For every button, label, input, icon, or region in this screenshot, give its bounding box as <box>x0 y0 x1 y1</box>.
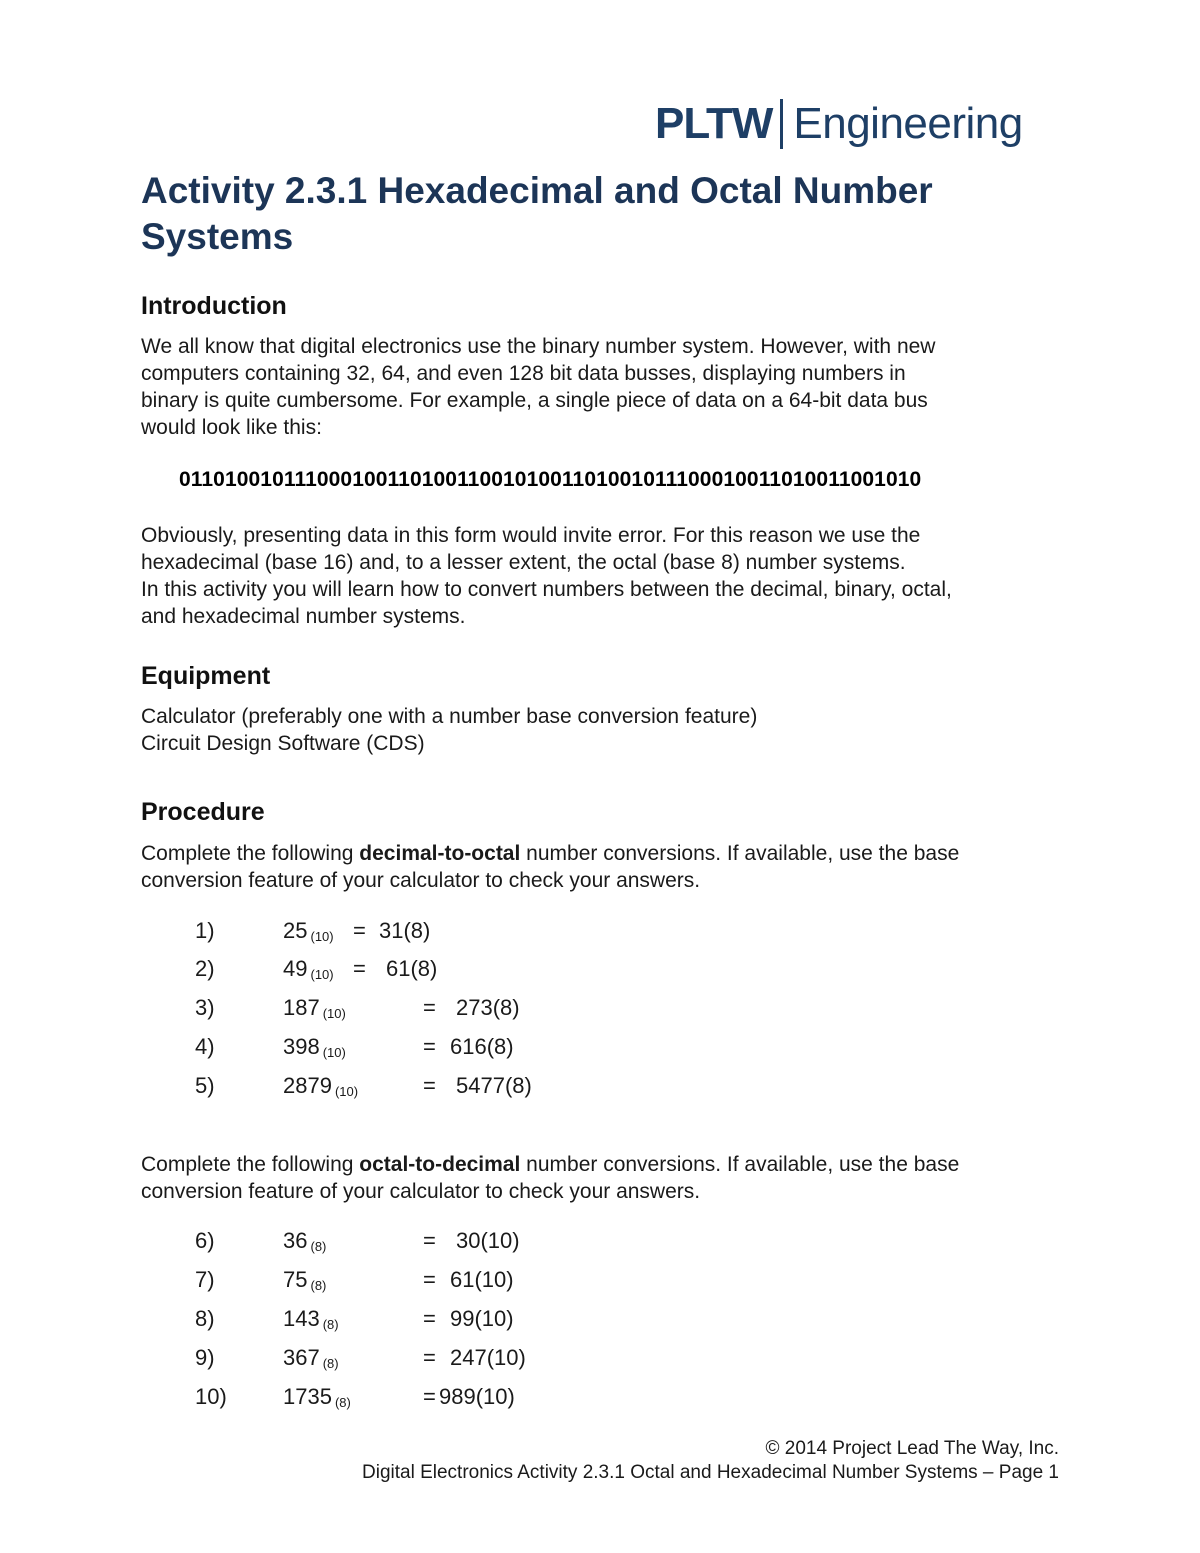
problem-value <box>283 1305 339 1339</box>
value-text: 25 <box>283 918 308 943</box>
answer: 273(8) <box>456 995 520 1020</box>
instruction-text: Complete the following <box>141 1153 360 1176</box>
problem-value <box>283 1266 326 1300</box>
base-subscript: (8) <box>322 1317 339 1332</box>
equals-sign: = <box>423 1306 436 1331</box>
value-text: 398 <box>283 1034 320 1059</box>
base-subscript: (8) <box>310 1278 327 1293</box>
introduction-heading: Introduction <box>141 292 287 320</box>
answer: 616(8) <box>450 1034 514 1059</box>
base-subscript: (10) <box>322 1006 346 1021</box>
value-text: 143 <box>283 1306 320 1331</box>
problem-value <box>283 1383 351 1417</box>
value-text: 2879 <box>283 1073 332 1098</box>
text-line: conversion feature of your calculator to check your answers. <box>141 869 701 892</box>
answer: 31(8) <box>379 918 431 943</box>
value-text: 36 <box>283 1228 308 1253</box>
base-subscript: (10) <box>310 967 334 982</box>
text-line: Obviously, presenting data in this form would invite error. For this reason we use the <box>141 524 921 547</box>
binary-example: 0110100101110001001101001100101001101001011100010011010011001010 <box>179 468 922 491</box>
problem-value <box>283 955 334 989</box>
footer-document-line: Digital Electronics Activity 2.3.1 Octal and Hexadecimal Number Systems – Page 1 <box>362 1462 1059 1483</box>
problem-value <box>283 1072 358 1106</box>
problem-value <box>283 1227 326 1261</box>
problem-value <box>283 1344 339 1378</box>
problem-number: 6) <box>195 1228 215 1253</box>
text-line <box>141 1151 1071 1178</box>
base-subscript: (10) <box>322 1045 346 1060</box>
pltw-engineering-logo <box>655 94 1023 154</box>
problem-value <box>283 994 346 1028</box>
logo-brand: PLTW <box>655 99 773 148</box>
answer: 61(8) <box>386 956 438 981</box>
problem-number: 3) <box>195 995 215 1020</box>
answer: 989(10) <box>439 1384 515 1409</box>
value-text: 75 <box>283 1267 308 1292</box>
value-text: 187 <box>283 995 320 1020</box>
value-text: 367 <box>283 1345 320 1370</box>
answer: 99(10) <box>450 1306 514 1331</box>
equipment-item: Circuit Design Software (CDS) <box>141 732 425 755</box>
equals-sign: = <box>423 1228 436 1253</box>
problem-value <box>283 917 334 951</box>
value-text: 49 <box>283 956 308 981</box>
logo-divider <box>780 99 783 149</box>
equals-sign: = <box>353 918 366 943</box>
text-line: hexadecimal (base 16) and, to a lesser extent, the octal (base 8) number systems. <box>141 551 906 574</box>
decimal-to-octal-instructions <box>141 840 1071 894</box>
footer-copyright: © 2014 Project Lead The Way, Inc. <box>765 1438 1059 1459</box>
answer: 247(10) <box>450 1345 526 1370</box>
text-line: binary is quite cumbersome. For example, a single piece of data on a 64-bit data bus <box>141 389 928 412</box>
base-subscript: (8) <box>334 1395 351 1410</box>
equals-sign: = <box>423 1345 436 1370</box>
equipment-item: Calculator (preferably one with a number base conversion feature) <box>141 705 758 728</box>
equals-sign: = <box>353 956 366 981</box>
answer: 61(10) <box>450 1267 514 1292</box>
equipment-list <box>141 703 1071 757</box>
base-subscript: (8) <box>310 1239 327 1254</box>
base-subscript: (10) <box>310 929 334 944</box>
equipment-heading: Equipment <box>141 662 271 690</box>
text-line: conversion feature of your calculator to check your answers. <box>141 1180 701 1203</box>
problem-number: 8) <box>195 1306 215 1331</box>
value-text: 1735 <box>283 1384 332 1409</box>
problem-number: 7) <box>195 1267 215 1292</box>
equals-sign: = <box>423 1267 436 1292</box>
problem-value <box>283 1033 346 1067</box>
text-line: We all know that digital electronics use the binary number system. However, with new <box>141 335 936 358</box>
equals-sign: = <box>423 995 436 1020</box>
problem-number: 9) <box>195 1345 215 1370</box>
equals-sign: = <box>423 1034 436 1059</box>
instruction-text: number conversions. If available, use the base <box>520 842 960 865</box>
logo-division: Engineering <box>793 99 1023 148</box>
instruction-emphasis: octal-to-decimal <box>359 1153 521 1176</box>
introduction-paragraph-2 <box>141 522 1071 630</box>
equals-sign: = <box>423 1384 436 1409</box>
text-line: In this activity you will learn how to convert numbers between the decimal, binary, octal, <box>141 578 952 601</box>
equals-sign: = <box>423 1073 436 1098</box>
answer: 5477(8) <box>456 1073 532 1098</box>
answer: 30(10) <box>456 1228 520 1253</box>
instruction-text: Complete the following <box>141 842 360 865</box>
text-line: computers containing 32, 64, and even 128 bit data busses, displaying numbers in <box>141 362 906 385</box>
problem-number: 10) <box>195 1384 227 1409</box>
problem-number: 5) <box>195 1073 215 1098</box>
procedure-heading: Procedure <box>141 798 265 826</box>
problem-number: 2) <box>195 956 215 981</box>
instruction-text: number conversions. If available, use the base <box>520 1153 960 1176</box>
page-title: Activity 2.3.1 Hexadecimal and Octal Number Systems <box>141 170 933 257</box>
instruction-emphasis: decimal-to-octal <box>359 842 521 865</box>
base-subscript: (8) <box>322 1356 339 1371</box>
introduction-paragraph-1 <box>141 333 1071 441</box>
text-line <box>141 840 1071 867</box>
problem-number: 4) <box>195 1034 215 1059</box>
base-subscript: (10) <box>334 1084 359 1099</box>
problem-number: 1) <box>195 918 215 943</box>
octal-to-decimal-instructions <box>141 1151 1071 1205</box>
text-line: would look like this: <box>141 416 322 439</box>
text-line: and hexadecimal number systems. <box>141 605 466 628</box>
